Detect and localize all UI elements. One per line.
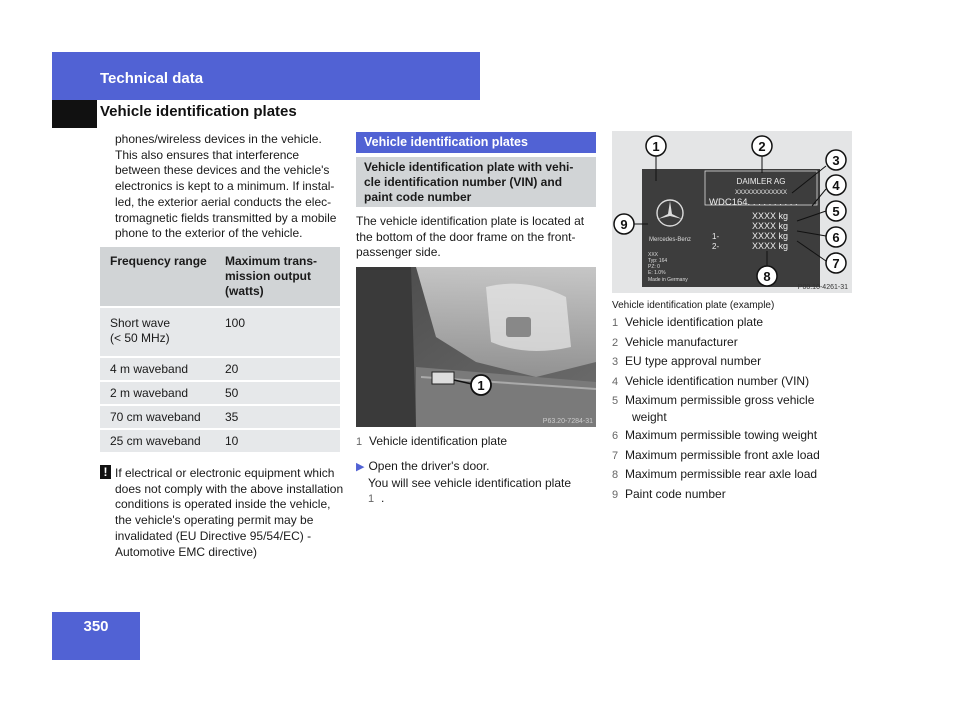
location-paragraph: The vehicle identification plate is located at the bottom of the door frame on the front-passenger side. [356, 214, 585, 260]
callout-label: 5 [832, 204, 840, 219]
callout-label: 2 [758, 139, 766, 154]
arrow-icon: ▶ [356, 461, 365, 473]
table-cell-range: 25 cm waveband [100, 430, 215, 452]
legend-item-continued: weight [632, 409, 667, 424]
callout-label: 6 [832, 230, 840, 245]
table-cell-range: 2 m waveband [100, 382, 215, 404]
step-end: . [381, 491, 385, 506]
caption-num: 1 [356, 436, 363, 448]
plate-caption: Vehicle identification plate (example) [612, 300, 775, 311]
identification-plate-figure [612, 131, 852, 293]
plate-left-line: XXX [648, 252, 659, 258]
table-header-frequency: Frequency range [100, 247, 215, 306]
callout-label: 8 [763, 269, 771, 284]
legend-item: 6 Maximum permissible towing weight [612, 428, 818, 442]
plate-legend [612, 315, 852, 506]
instruction-step [356, 459, 596, 508]
callout-label: 9 [620, 217, 628, 232]
callout-label: 4 [832, 178, 840, 193]
warning-icon: ! [100, 465, 111, 479]
table-cell-output: 50 [215, 382, 340, 404]
table-cell-output: 100 [215, 308, 340, 356]
plate-left-line: E: 1.0% [648, 270, 666, 276]
plate-axle2: 2- [712, 242, 720, 251]
table-row [100, 406, 340, 428]
plate-xline: XXXXXXXXXXXXX [734, 190, 788, 196]
table-row [100, 382, 340, 404]
plate-weight-towing: XXXX kg [752, 221, 789, 231]
legend-item: 9 Paint code number [612, 486, 726, 501]
table-header-output: Maximum trans-mission output (watts) [215, 247, 340, 306]
plate-vin: WDC164. . . . . . . . . . [709, 197, 798, 208]
photo-code: P63.20-7284-31 [542, 418, 593, 425]
table-row [100, 308, 340, 356]
photo-caption [356, 434, 507, 451]
plate-left-line: Made in Germany [648, 277, 688, 283]
legend-item: 5 Maximum permissible gross vehicle [612, 393, 815, 407]
subsection-heading: Vehicle identification plate with vehi-cle identification number (VIN) and paint code number [356, 157, 596, 207]
table-cell-output: 35 [215, 406, 340, 428]
table-cell-range: Short wave (< 50 MHz) [100, 308, 215, 356]
callout-label: 1 [652, 139, 660, 154]
callout-1-label: 1 [477, 378, 485, 393]
door-frame-photo [356, 267, 596, 427]
section-title: Technical data [100, 70, 204, 87]
note-paragraph: If electrical or electronic equipment which does not comply with the above installation conditions is operated inside the vehicle, the vehicle's operating permit may be invalidated (EU Directive 95/54/EC) - Automotive EMC directive) [115, 466, 344, 559]
plate-maker: DAIMLER AG [736, 177, 786, 186]
plate-weight-gross: XXXX kg [752, 211, 789, 221]
step-ref: 1 [368, 493, 375, 506]
section-heading: Vehicle identification plates [356, 132, 596, 153]
callout-label: 3 [832, 153, 840, 168]
legend-item: 8 Maximum permissible rear axle load [612, 467, 818, 481]
legend-item: 1 Vehicle identification plate [612, 315, 764, 329]
table-row [100, 358, 340, 380]
legend-item: 7 Maximum permissible front axle load [612, 447, 820, 462]
legend-item: 4 Vehicle identification number (VIN) [612, 373, 810, 388]
legend-item: 3 EU type approval number [612, 354, 762, 368]
plate-brand: Mercedes-Benz [648, 237, 692, 243]
plate-weight-front: XXXX kg [752, 231, 789, 241]
header-tab [52, 100, 97, 128]
plate-weight-rear: XXXX kg [752, 241, 789, 251]
caption-text: Vehicle identification plate [369, 434, 508, 448]
legend-item: 2 Vehicle manufacturer [612, 334, 738, 349]
step-result: You will see vehicle identification plate [368, 475, 572, 490]
table-header-row [100, 247, 340, 306]
table-row [100, 430, 340, 452]
plate-axle1: 1- [712, 232, 720, 241]
frequency-table [100, 247, 340, 452]
callout-label: 7 [832, 256, 840, 271]
plate-code: P00.10-4261-31 [797, 284, 848, 291]
plate-left-line: PZ: 0 [648, 264, 660, 270]
table-cell-output: 10 [215, 430, 340, 452]
step-text: Open the driver's door. [368, 459, 490, 473]
page-number: 350 [83, 618, 109, 635]
intro-paragraph: phones/wireless devices in the vehicle. This also ensures that interference between these devices and the vehicle's electronics is kept to a minimum. If instal-led, the exterior aerial conducts the elec-tromagnetic fields transmitted by a mobile phone to the exterior of the vehicle. [115, 132, 337, 241]
plate-left-line: Typ: 164 [648, 258, 668, 264]
table-cell-range: 70 cm waveband [100, 406, 215, 428]
page-subtitle: Vehicle identification plates [100, 103, 297, 120]
table-cell-range: 4 m waveband [100, 358, 215, 380]
table-cell-output: 20 [215, 358, 340, 380]
